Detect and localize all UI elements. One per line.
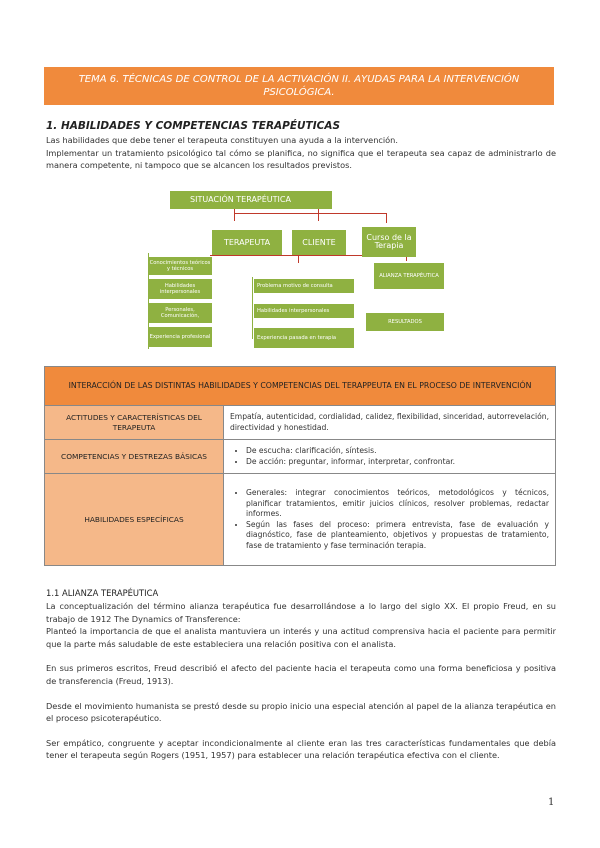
alliance-paragraph-3: En sus primeros escritos, Freud describió el afecto del paciente hacia el terapeuta como una forma beneficiosa y positiva de transferencia (Freud, 1913). [46, 663, 556, 686]
consultation-problem-box: Problema motivo de consulta [254, 279, 354, 293]
row-cell-basic-competences [224, 440, 556, 474]
client-interpersonal-skills-box: Habilidades interpersonales [254, 304, 354, 318]
situation-box: SITUACIÓN TERAPÉUTICA [170, 191, 332, 209]
intro-paragraph-2: Implementar un tratamiento psicológico tal cómo se planifica, no significa que el terapeuta sea capaz de administrarlo de manera competente, ni tampoco que se alcancen los resultados previstos. [46, 147, 556, 171]
row-label-basic-competences: COMPETENCIAS Y DESTREZAS BÁSICAS [45, 440, 224, 474]
chapter-title-banner [44, 67, 554, 105]
list-item: • De escucha: clarificación, síntesis. [246, 446, 549, 457]
therapeutic-situation-diagram [148, 191, 458, 351]
subsection-heading: 1.1 ALIANZA TERAPÉUTICA [46, 588, 159, 598]
list-item: • De acción: preguntar, informar, interpretar, confrontar. [246, 457, 549, 468]
intro-paragraph-1: Las habilidades que debe tener el terapeuta constituyen una ayuda a la intervención. [46, 135, 398, 145]
interpersonal-skills-box: Habilidades interpersonales [148, 279, 212, 299]
professional-experience-box: Experiencia profesional [148, 327, 212, 347]
therapist-box: TERAPEUTA [212, 230, 282, 255]
page-number: 1 [548, 797, 555, 808]
past-therapy-experience-box: Experiencia pasada en terapia [254, 328, 354, 348]
row-label-attitudes: ACTITUDES Y CARACTERÍSTICAS DEL TERAPEUTA [45, 406, 224, 440]
personal-communication-box: Personales, Comunicación, [148, 303, 212, 323]
row-cell-specific-skills [224, 474, 556, 566]
row-label-specific-skills: HABILIDADES ESPECÍFICAS [45, 474, 224, 566]
therapeutic-alliance-box: ALIANZA TERAPÉUTICA [374, 263, 444, 289]
chapter-title-line1: TEMA 6. TÉCNICAS DE CONTROL DE LA ACTIVACIÓN II. AYUDAS PARA LA INTERVENCIÓN [78, 74, 520, 85]
alliance-paragraph-2: Planteó la importancia de que el analista mantuviera un interés y una actitud comprensiva hacia el paciente para permitir que la parte más saludable de este estableciera una relación positiva con el analista. [46, 626, 556, 649]
alliance-paragraph-5: Ser empático, congruente y aceptar incondicionalmente al cliente eran las tres características fundamentales que debía tener el terapeuta según Rogers (1951, 1957) para establecer una relación terapéutica efectiva con el cliente. [46, 737, 556, 761]
table-header: INTERACCIÓN DE LAS DISTINTAS HABILIDADES Y COMPETENCIAS DEL TERAPPEUTA EN EL PROCESO DE INTERVENCIÓN [45, 367, 556, 406]
list-item: • Generales: integrar conocimientos teóricos, metodológicos y técnicos, planificar tratamientos, emitir juicios clínicos, resolver problemas, redactar informes. [246, 488, 549, 520]
alliance-paragraph-1: La conceptualización del término alianza terapéutica fue desarrollándose a lo largo del siglo XX. El propio Freud, en su trabajo de 1912 The Dynamics of Transference: [46, 601, 556, 624]
skills-interaction-table [44, 366, 556, 566]
therapy-course-box: Curso de la Terapia [362, 227, 416, 257]
client-box: CLIENTE [292, 230, 346, 255]
alliance-paragraphs [46, 600, 556, 762]
alliance-paragraph-4: Desde el movimiento humanista se prestó desde su propio inicio una especial atención al papel de la alianza terapéutica en el proceso psicoterapéutico. [46, 700, 556, 724]
list-item: • Según las fases del proceso: primera entrevista, fase de evaluación y diagnóstico, fase de planteamiento, objetivos y propuestas de tratamiento, fase de tratamiento y fase terminación terapia. [246, 520, 549, 552]
chapter-title-line2: PSICOLÓGICA. [263, 87, 335, 98]
intro-paragraphs [46, 134, 556, 172]
theoretical-knowledge-box: Conocimientos teóricos y técnicos [148, 257, 212, 275]
section-heading: 1. HABILIDADES Y COMPETENCIAS TERAPÉUTICAS [46, 120, 341, 132]
results-box: RESULTADOS [366, 313, 444, 331]
row-text-attitudes: Empatía, autenticidad, cordialidad, calidez, flexibilidad, sinceridad, autorrevelación, directividad y honestidad. [224, 406, 556, 440]
